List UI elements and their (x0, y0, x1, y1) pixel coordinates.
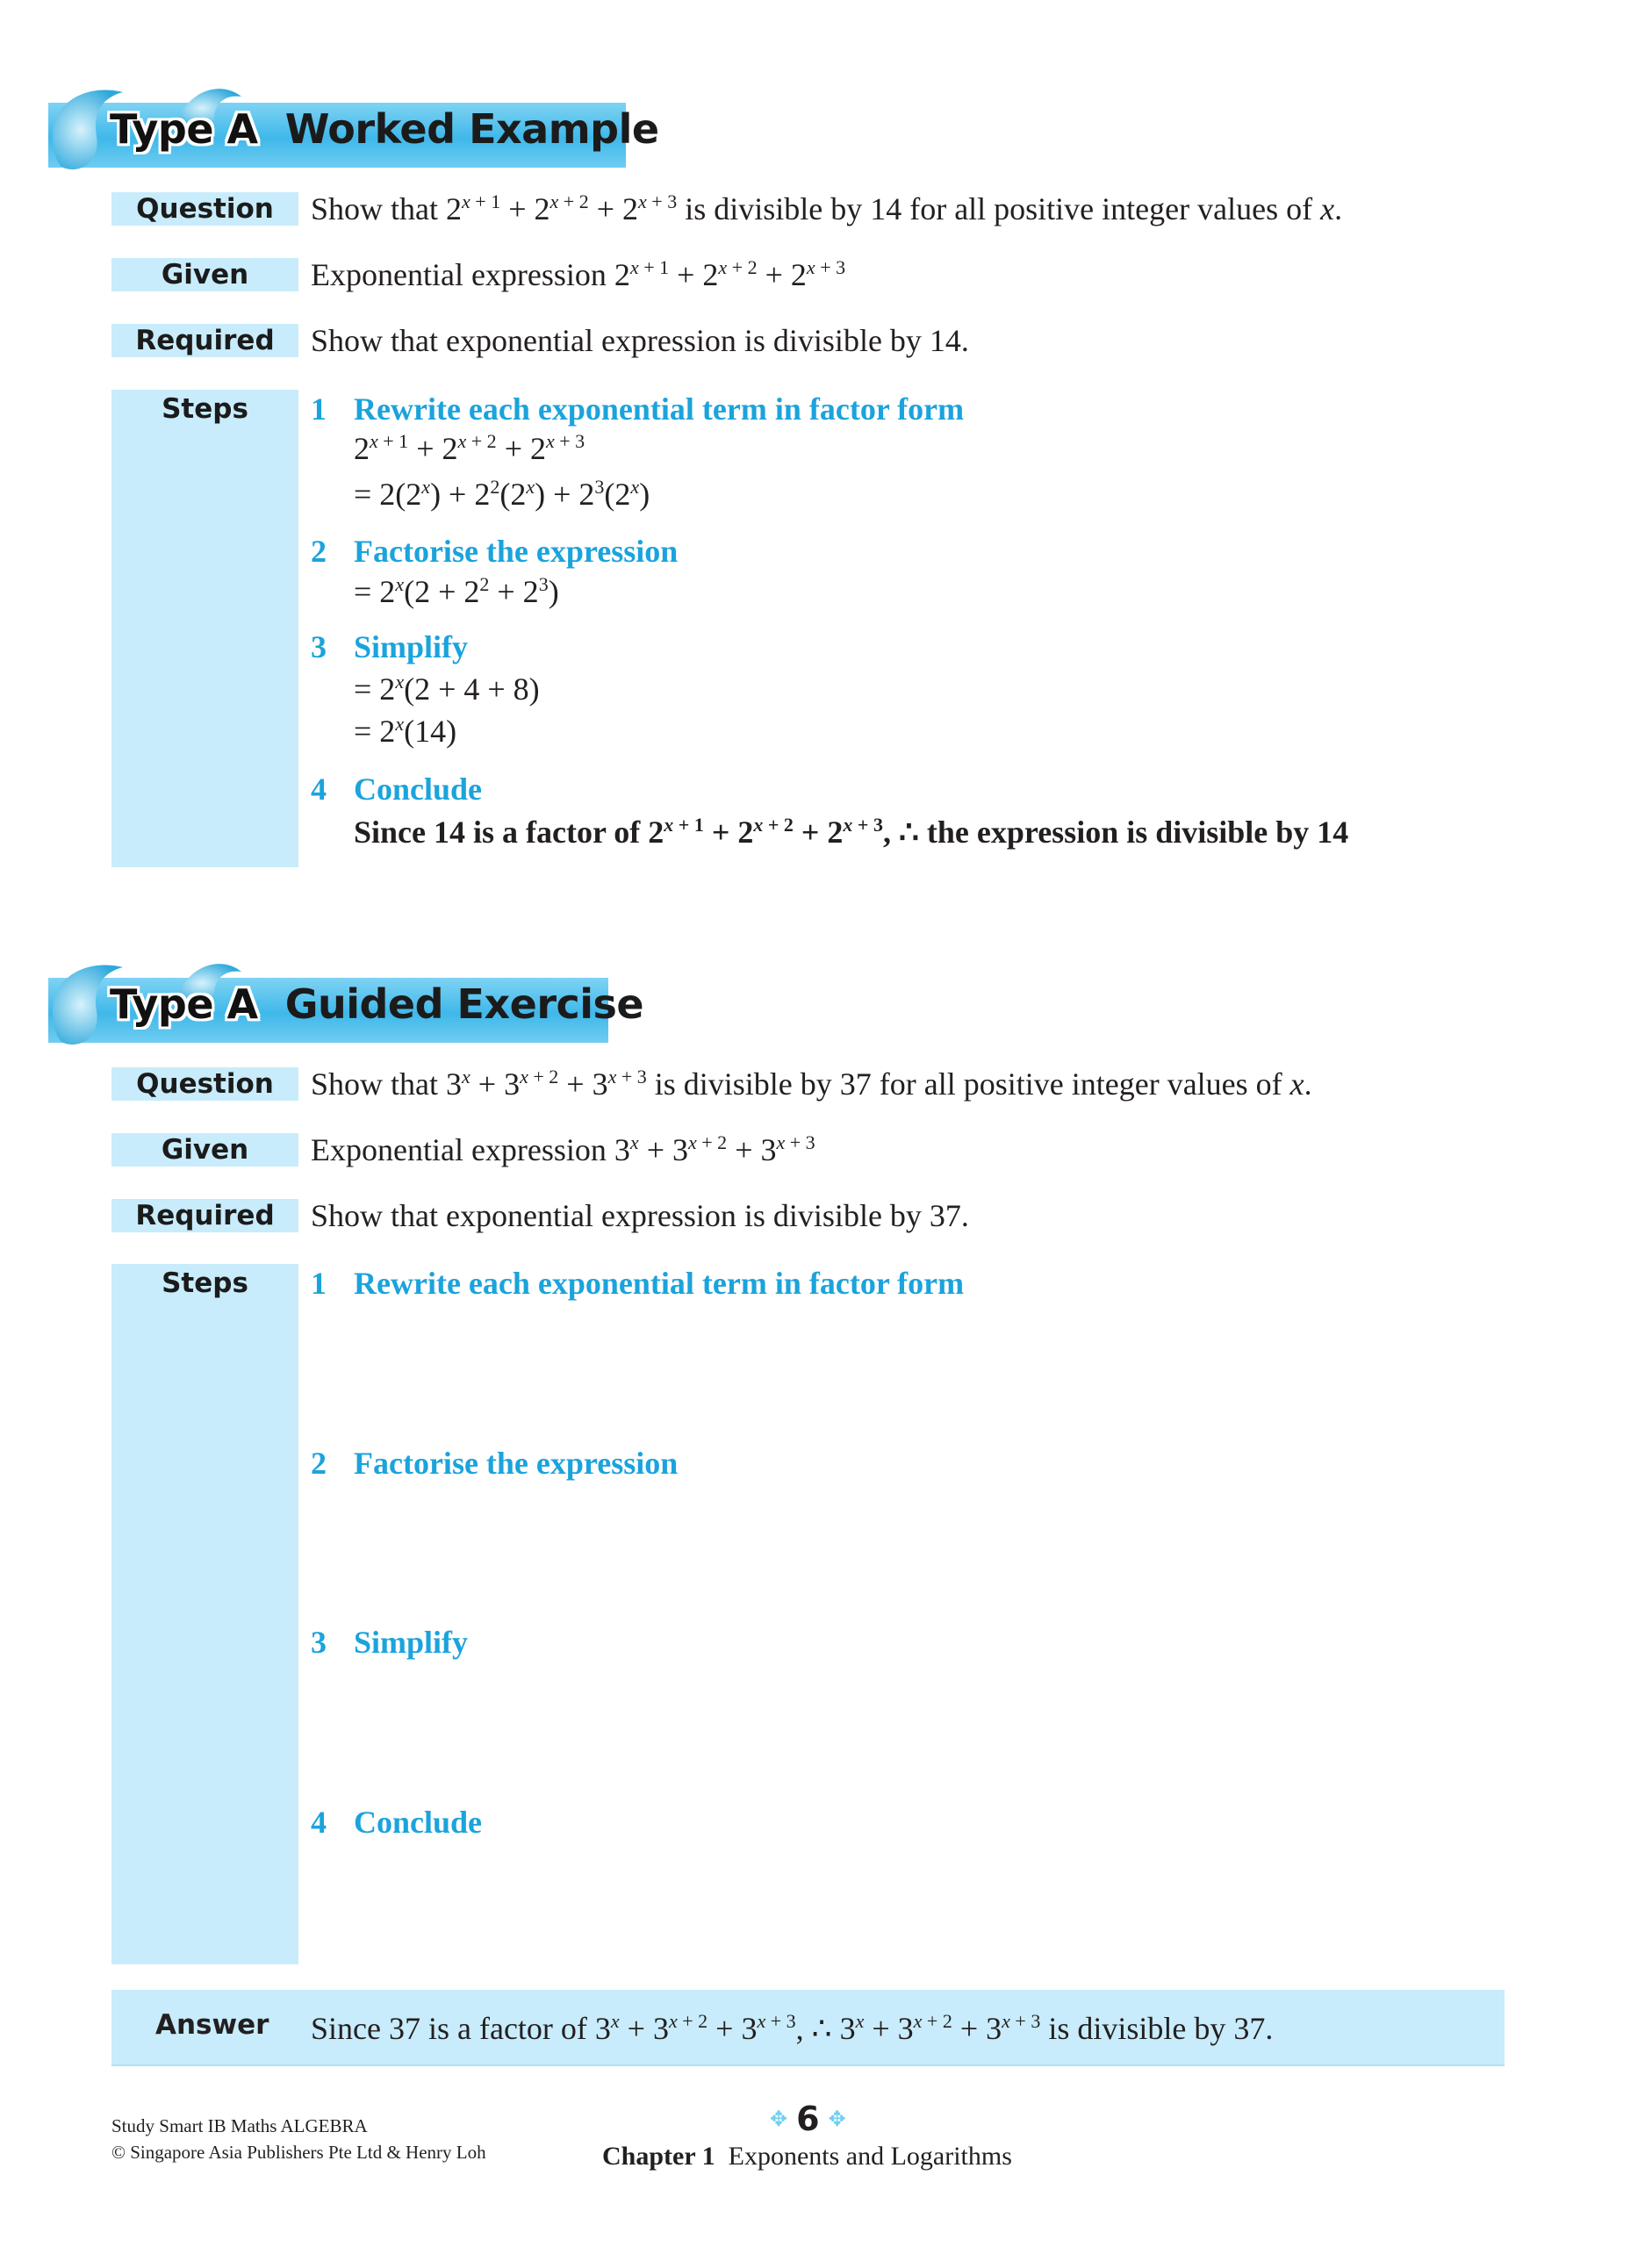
work-line (354, 431, 585, 466)
chapter-title: Exponents and Logarithms (728, 2142, 1012, 2171)
given-text (311, 257, 845, 292)
text-run: Show that exponential expression is divisible by 14. (311, 323, 969, 358)
page-number: 6 (796, 2100, 820, 2138)
work-line (354, 671, 540, 707)
step-heading: Rewrite each exponential term in factor form (354, 391, 965, 427)
step-heading: Simplify (354, 629, 469, 664)
text-run: (2 (604, 477, 631, 512)
text-run: + 2 (757, 257, 807, 292)
diamond-ornament-icon: ✥ (828, 2107, 846, 2131)
step-number: 4 (311, 772, 327, 807)
step-number: 3 (311, 1625, 327, 1660)
text-run: is divisible by 14 for all positive integer values of (677, 191, 1321, 226)
exponent: x + 1 (462, 190, 501, 212)
step-heading: Conclude (354, 772, 483, 807)
text-run: , ∴ 3 (795, 2011, 856, 2046)
step-number: 4 (311, 1805, 327, 1840)
diamond-ornament-icon: ✥ (770, 2107, 788, 2131)
exponent: x + 3 (776, 1131, 815, 1153)
conclusion-line (354, 815, 1348, 850)
given-text (311, 1132, 815, 1167)
work-line (354, 574, 559, 609)
exponent: x (629, 1131, 639, 1153)
step-heading: Factorise the expression (354, 534, 679, 569)
question-text (311, 191, 1342, 226)
text-run: + 2 (496, 431, 546, 466)
text-run: Since 14 is a factor of 2 (354, 815, 664, 850)
exponent: x (462, 1065, 470, 1088)
text-run: is divisible by 37. (1040, 2011, 1274, 2046)
text-run: = 2 (354, 714, 396, 749)
step-number: 3 (311, 629, 327, 664)
page-number-group (770, 2100, 846, 2138)
exponent: x (526, 475, 535, 498)
text-run: Show that 2 (311, 191, 463, 226)
exponent: x (855, 2009, 865, 2032)
text-run: = 2 (354, 671, 396, 707)
exponent: x + 1 (664, 813, 704, 836)
answer-text (311, 2011, 1273, 2046)
exponent: x (395, 712, 405, 735)
text-run: + 3 (470, 1066, 521, 1102)
exponent: x + 2 (520, 1065, 559, 1088)
exponent: x + 2 (549, 190, 589, 212)
step-heading: Simplify (354, 1625, 469, 1660)
exponent: x (395, 670, 405, 693)
text-run: 2 (354, 431, 370, 466)
step-number: 1 (311, 1266, 327, 1301)
text-run: (2 (499, 477, 527, 512)
exponent: x (630, 475, 640, 498)
exponent: x + 2 (753, 813, 794, 836)
exponent: 2 (490, 475, 500, 498)
text-run: + 2 (703, 815, 754, 850)
required-label: Required (111, 1199, 298, 1232)
text-run: + 2 (588, 191, 639, 226)
text-run: Exponential expression 3 (311, 1132, 630, 1167)
exponent: x + 3 (806, 255, 846, 278)
work-line (354, 477, 650, 512)
copyright: © Singapore Asia Publishers Pte Ltd & Henry Loh (111, 2142, 486, 2163)
steps-label: Steps (162, 393, 248, 425)
type-label: Type A (110, 980, 258, 1028)
text-run: Show that exponential expression is divisible by 37. (311, 1198, 969, 1233)
steps-label-column (111, 1264, 298, 1964)
question-label: Question (111, 1067, 298, 1101)
work-line (354, 714, 456, 749)
exponent: 3 (594, 475, 605, 498)
exponent: x + 3 (843, 813, 883, 836)
exponent: x + 3 (757, 2009, 796, 2032)
exponent: x (421, 475, 431, 498)
text-run: ) (548, 574, 559, 609)
required-text (311, 1198, 969, 1233)
variable: x (1289, 1066, 1304, 1102)
exponent: x + 1 (370, 429, 409, 452)
step-number: 2 (311, 534, 327, 569)
given-label: Given (111, 1133, 298, 1167)
given-label: Given (111, 258, 298, 291)
text-run: ) + 2 (430, 477, 491, 512)
text-run: + 3 (727, 1132, 777, 1167)
text-run: + 2 (793, 815, 844, 850)
text-run: + 3 (558, 1066, 608, 1102)
text-run: + 3 (619, 2011, 669, 2046)
exponent: 2 (479, 572, 490, 595)
answer-label: Answer (155, 2009, 269, 2041)
text-run: + 3 (864, 2011, 914, 2046)
exponent: x + 3 (607, 1065, 647, 1088)
text-run: = 2(2 (354, 477, 422, 512)
book-title: Study Smart IB Maths ALGEBRA (111, 2115, 368, 2136)
text-run: Show that 3 (311, 1066, 463, 1102)
step-heading: Factorise the expression (354, 1446, 679, 1481)
text-run: + 2 (500, 191, 550, 226)
question-label: Question (111, 192, 298, 226)
text-run: + 2 (408, 431, 458, 466)
chapter-label: Chapter 1 (602, 2142, 715, 2171)
exponent: x + 2 (688, 1131, 728, 1153)
text-run: ) (639, 477, 650, 512)
exponent: x + 2 (668, 2009, 708, 2032)
text-run: + 2 (669, 257, 719, 292)
text-run: = 2 (354, 574, 396, 609)
exponent: x + 2 (718, 255, 758, 278)
required-label: Required (111, 324, 298, 357)
text-run: (2 + 4 + 8) (404, 671, 540, 707)
required-text (311, 323, 969, 358)
step-number: 1 (311, 391, 327, 427)
question-text (311, 1066, 1312, 1102)
text-run: , ∴ the expression is divisible by 14 (882, 815, 1349, 850)
text-run: + 3 (952, 2011, 1002, 2046)
step-heading: Rewrite each exponential term in factor form (354, 1266, 965, 1301)
text-run: Since 37 is a factor of 3 (311, 2011, 611, 2046)
text-run: + 2 (489, 574, 539, 609)
text-run: ) + 2 (535, 477, 595, 512)
exponent: x (395, 572, 405, 595)
exponent: x + 3 (546, 429, 585, 452)
answer-box (111, 1990, 1505, 2066)
exponent: x (610, 2009, 620, 2032)
exponent: x + 3 (1002, 2009, 1041, 2032)
text-run: . (1334, 191, 1343, 226)
text-run: is divisible by 37 for all positive integer values of (646, 1066, 1290, 1102)
text-run: Exponential expression 2 (311, 257, 630, 292)
text-run: (2 + 2 (404, 574, 480, 609)
type-label: Type A (110, 105, 258, 153)
text-run: . (1304, 1066, 1312, 1102)
exponent: x + 2 (457, 429, 497, 452)
steps-label-column (111, 390, 298, 867)
section-title: Worked Example (284, 105, 659, 153)
chapter-footer (602, 2142, 1012, 2172)
step-heading: Conclude (354, 1805, 483, 1840)
exponent: 3 (538, 572, 549, 595)
steps-label: Steps (162, 1267, 248, 1299)
variable: x (1320, 191, 1335, 226)
section-title: Guided Exercise (284, 980, 644, 1028)
step-number: 2 (311, 1446, 327, 1481)
text-run: + 3 (707, 2011, 758, 2046)
text-run: + 3 (638, 1132, 688, 1167)
exponent: x + 3 (638, 190, 678, 212)
exponent: x + 2 (913, 2009, 952, 2032)
text-run: (14) (404, 714, 457, 749)
exponent: x + 1 (629, 255, 670, 278)
